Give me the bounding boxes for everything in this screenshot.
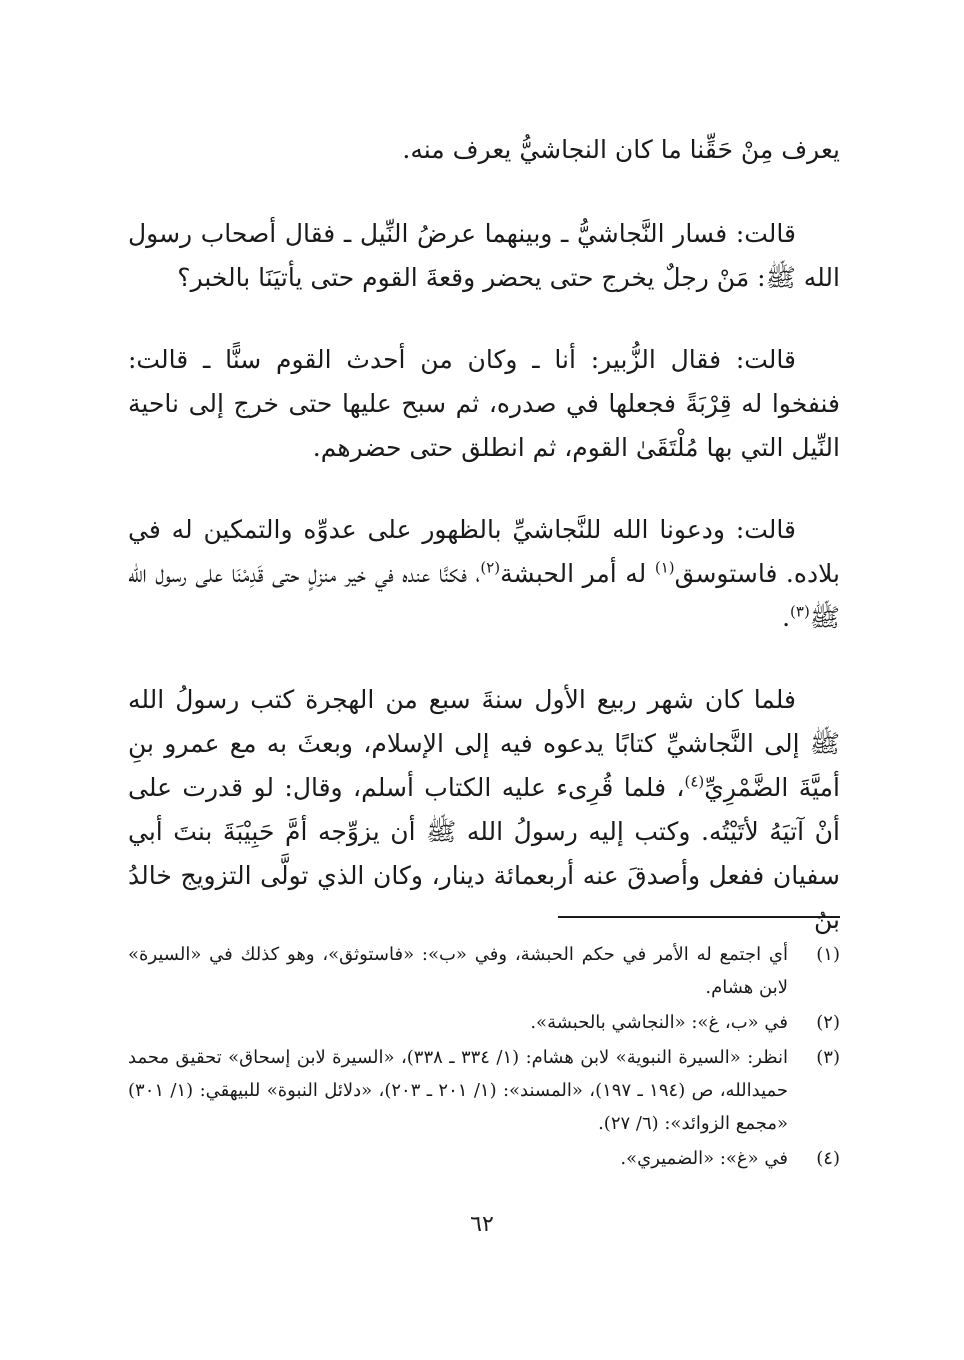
footnotes <box>128 938 840 1177</box>
page-number: ٦٢ <box>470 1212 494 1237</box>
footnote-separator <box>558 916 840 918</box>
footnote-4 <box>128 1142 840 1175</box>
paragraph-4-text-a: قالت: ودعونا الله للنَّجاشيِّ بالظهور على عدوِّه والتمكين له في بلاده. فاستوسق <box>128 515 840 588</box>
footnote-ref-1[interactable]: (١) <box>654 558 675 577</box>
paragraph-4-text-b: له أمر الحبشة <box>500 559 655 588</box>
paragraph-2: قالت: فسار النَّجاشيُّ ـ وبينهما عرضُ النِّيل ـ فقال أصحاب رسول الله ﷺ: مَنْ رجلٌ يخرج حتى يحضر وقعةَ القوم حتى يأتيَنَا بالخبر؟ <box>128 219 840 292</box>
paragraph-5-text-b: ، فلما قُرِىء عليه الكتاب أسلم، وقال: لو قدرت على أنْ آتيَهُ لأتَيْتُه. وكتب إليه رسولُ الله ﷺ أن يزوِّجه أمَّ حَبِيْبَةَ بنتَ أبي سفيان ففعل وأصدقَ عنه أربعمائة دينار، وكان الذي تولَّى التزويج خالدُ بنُ <box>128 773 841 934</box>
footnote-number: (١) <box>816 944 840 965</box>
paragraph-1: يعرف مِنْ حَقِّنا ما كان النجاشيُّ يعرف منه. <box>402 135 840 164</box>
paragraph-5-text-a: فلما كان شهر ربيع الأول سنةَ سبع من الهجرة كتب رسولُ الله ﷺ إلى النَّجاشيِّ كتابًا يدعوه فيه إلى الإسلام، وبعثَ به مع عمرو بنِ أميَّةَ الضَّمْرِيِّ <box>128 685 840 802</box>
footnote-1 <box>128 938 840 1004</box>
paragraph-4-text-c: ، فكنَّا عنده في خير منزلٍ حتى قَدِمْنَا على رسول الله ﷺ <box>128 559 840 632</box>
paragraph-5 <box>128 678 840 942</box>
paragraph-4-text-d: . <box>782 603 791 632</box>
paragraph-3: قالت: فقال الزُّبير: أنا ـ وكان من أحدث القوم سنًّا ـ قالت: فنفخوا له قِرْبَةً فجعلها في صدره، ثم سبح عليها حتى خرج إلى ناحية النِّيل التي بها مُلْتَقَىٰ القوم، ثم انطلق حتى حضرهم. <box>128 345 840 462</box>
footnote-3 <box>128 1041 840 1140</box>
footnote-text: في «ب، غ»: «النجاشي بالحبشة». <box>530 1012 788 1033</box>
footnote-text: في «غ»: «الضميري». <box>620 1148 788 1169</box>
footnote-number: (٣) <box>816 1047 840 1068</box>
footnote-ref-4[interactable]: (٤) <box>684 772 705 791</box>
footnote-ref-2[interactable]: (٢) <box>480 558 501 577</box>
paragraph-4 <box>128 508 840 640</box>
footnote-text: انظر: «السيرة النبوية» لابن هشام: (١/ ٣٣٤ ـ ٣٣٨)، «السيرة لابن إسحاق» تحقيق محمد حميدالله، ص (١٩٤ ـ ١٩٧)، «المسند»: (١/ ٢٠١ ـ ٢٠٣)، «دلائل النبوة» للبيهقي: (١/ ٣٠١) «مجمع الزوائد»: (٦/ ٢٧). <box>128 1047 789 1134</box>
footnote-text: أي اجتمع له الأمر في حكم الحبشة، وفي «ب»: «فاستوثق»، وهو كذلك في «السيرة» لابن هشام. <box>128 944 788 998</box>
footnote-ref-3[interactable]: (٣) <box>790 602 810 621</box>
footnote-2 <box>128 1006 840 1039</box>
main-text <box>128 128 840 980</box>
footnote-number: (٢) <box>816 1012 840 1033</box>
footnote-number: (٤) <box>816 1148 840 1169</box>
